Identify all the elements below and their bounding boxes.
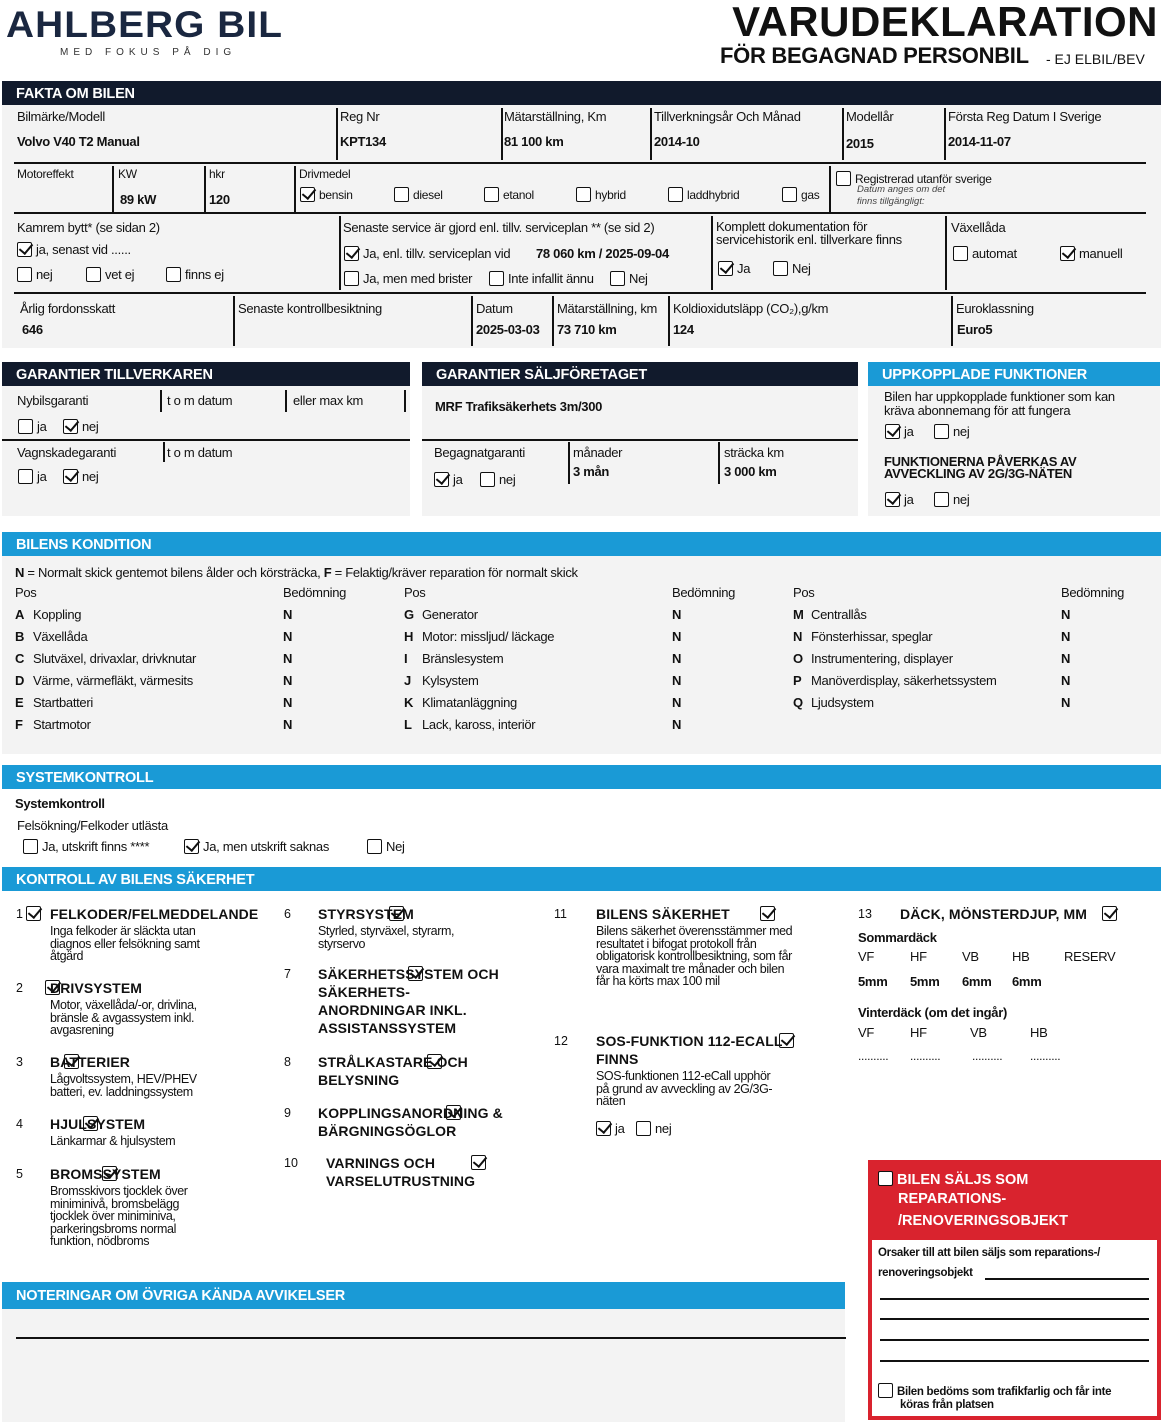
safety-item-title: HJULSYSTEM (50, 1116, 146, 1132)
condition-item: O Instrumentering, displayer (793, 651, 953, 666)
safety-item-title: SÄKERHETSSYSTEM OCH (318, 966, 499, 982)
summer-tyre-depth: 5mm (858, 974, 888, 989)
repair-reason-line-5[interactable] (880, 1360, 1149, 1362)
inspection-date-label: Datum (476, 301, 513, 316)
safety-item-title: DRIVSYSTEM (50, 980, 143, 996)
ecall-nej-checkbox[interactable] (636, 1121, 651, 1136)
fuel-checkbox-5[interactable] (782, 187, 797, 202)
winter-tyre-depth[interactable]: .......... (1030, 1049, 1061, 1063)
summer-tyre-col: HB (1012, 949, 1030, 964)
notes-line[interactable] (16, 1337, 846, 1339)
safety-item-number: 7 (284, 967, 291, 981)
summer-tyre-depth: 6mm (962, 974, 992, 989)
unsafe-text-2: köras från platsen (900, 1399, 994, 1411)
kamrem-none-option[interactable]: finns ej (166, 267, 224, 282)
brand-model-value: Volvo V40 T2 Manual (17, 134, 140, 149)
safety-item-title: VARNINGS OCH (326, 1155, 436, 1171)
summer-tyre-depth: 6mm (1012, 974, 1042, 989)
nybil-ja-option[interactable]: ja (18, 419, 47, 434)
condition-item: Q Ljudsystem (793, 695, 874, 710)
page-subtitle-note: - EJ ELBIL/BEV (1046, 51, 1145, 67)
section-header-noteringar: NOTERINGAR OM ÖVRIGA KÄNDA AVVIKELSER (2, 1282, 845, 1309)
first-reg-value: 2014-11-07 (948, 134, 1011, 149)
service-notdue-option[interactable]: Inte infallit ännu (489, 271, 594, 286)
winter-tyre-col: VB (970, 1025, 987, 1040)
repair-checkbox[interactable] (878, 1171, 893, 1186)
condition-rating: N (1061, 673, 1071, 688)
safety-item-title: KOPPLINGSANORDNING & (318, 1105, 503, 1121)
gear-auto-option[interactable]: automat (953, 246, 1017, 261)
condition-item: N Fönsterhissar, speglar (793, 629, 933, 644)
repair-option[interactable]: BILEN SÄLJS SOM (878, 1170, 1028, 1192)
fuel-checkbox-2[interactable] (484, 187, 499, 202)
euro-label: Euroklassning (956, 301, 1034, 316)
ecall-nej-option[interactable]: nej (636, 1121, 671, 1136)
condition-pos-header: Pos (793, 585, 815, 600)
section-header-uppkopplade: UPPKOPPLADE FUNKTIONER (868, 362, 1160, 386)
condition-item: C Slutväxel, drivaxlar, drivknutar (15, 651, 197, 666)
kamrem-no-checkbox[interactable] (17, 267, 32, 282)
kw-label: KW (118, 167, 137, 181)
condition-rating: N (1061, 651, 1071, 666)
fault-opt1[interactable]: Ja, utskrift finns **** (23, 839, 149, 854)
safety-item-title: SOS-FUNKTION 112-ECALL (596, 1033, 783, 1049)
km-label: sträcka km (724, 445, 784, 460)
reg-abroad-option[interactable]: Registrerad utanför sverige (836, 171, 992, 186)
nybil-tom-label: t o m datum (167, 393, 233, 408)
safety-item-title: FINNS (596, 1051, 639, 1067)
condition-rating: N (283, 695, 293, 710)
safety-item-checkbox[interactable] (760, 906, 775, 921)
summer-tyre-depth: 5mm (910, 974, 940, 989)
reg-label: Reg Nr (340, 109, 380, 124)
condition-item: K Klimatanläggning (404, 695, 517, 710)
kamrem-yes-checkbox[interactable] (17, 242, 32, 257)
fault-opt3-checkbox[interactable] (367, 839, 382, 854)
beg-nej-checkbox[interactable] (480, 472, 495, 487)
km-value: 3 000 km (724, 464, 777, 479)
hk-label: hkr (209, 167, 225, 181)
section-header-systemkontroll: SYSTEMKONTROLL (2, 765, 1161, 789)
safety-item-title: SÄKERHETS- (318, 984, 411, 1000)
condition-item: M Centrallås (793, 607, 867, 622)
safety-item-description: Inga felkoder är släckta utan diagnos eller felsökning samt åtgärd (50, 924, 200, 963)
vagnskada-label: Vagnskadegaranti (17, 445, 117, 460)
tax-label: Årlig fordonsskatt (20, 301, 116, 316)
service-yes-value: 78 060 km / 2025-09-04 (536, 246, 669, 261)
safety-item-title: STYRSYSTEM (318, 906, 414, 922)
brand-tagline: MED FOKUS PÅ DIG (60, 47, 237, 58)
reg-abroad-checkbox[interactable] (836, 171, 851, 186)
service-no-option[interactable]: Nej (610, 271, 648, 286)
kamrem-unknown-option[interactable]: vet ej (86, 267, 134, 282)
condition-rating: N (1061, 607, 1071, 622)
systemkontroll-subheading: Systemkontroll (15, 796, 105, 811)
months-value: 3 mån (573, 464, 610, 479)
safety-item-description: Länkarmar & hjulsystem (50, 1134, 176, 1148)
fuel-checkbox-4[interactable] (668, 187, 683, 202)
safety-item-description: Bilens säkerhet överensstämmer med resultatet i bifogat protokoll från obligatorisk kontrollbesiktning, som får vara maximalt tre månader och bilen får ha körts max 100 mil (596, 924, 793, 988)
summer-tyres-label: Sommardäck (858, 930, 937, 945)
service-notdue-checkbox[interactable] (489, 271, 504, 286)
safety-item-description: Lågvoltssystem, HEV/PHEV batteri, ev. laddningssystem (50, 1072, 197, 1099)
condition-rating: N (672, 629, 682, 644)
repair-reason-line-4[interactable] (880, 1339, 1149, 1341)
doc-no-checkbox[interactable] (773, 261, 788, 276)
fuel-options (300, 187, 830, 207)
safety-item-title: FELKODER/FELMEDDELANDE (50, 906, 259, 922)
nybil-nej-checkbox[interactable] (63, 419, 78, 434)
fuel-option-5[interactable]: gas (782, 187, 819, 202)
winter-tyre-depth[interactable]: .......... (858, 1049, 889, 1063)
section-header-sakerhet: KONTROLL AV BILENS SÄKERHET (2, 867, 1161, 891)
service-yes-option[interactable]: Ja, enl. tillv. serviceplan vid (344, 246, 510, 261)
safety-item-number: 10 (284, 1156, 298, 1170)
safety-item-number: 9 (284, 1106, 291, 1120)
condition-rating: N (1061, 695, 1071, 710)
condition-rating: N (672, 695, 682, 710)
doc-label: Komplett dokumentation för (716, 219, 868, 234)
connected-nej-checkbox[interactable] (934, 424, 949, 439)
condition-legend: N = Normalt skick gentemot bilens ålder och körsträcka, F = Felaktig/kräver reparation för normalt skick (15, 565, 578, 580)
section-header-garantier-tillverkaren: GARANTIER TILLVERKAREN (2, 362, 410, 386)
condition-rating-header: Bedömning (1061, 585, 1125, 600)
fault-opt3[interactable]: Nej (367, 839, 405, 854)
condition-item: I Bränslesystem (404, 651, 504, 666)
euro-value: Euro5 (957, 322, 993, 337)
condition-rating-header: Bedömning (283, 585, 347, 600)
condition-rating: N (672, 651, 682, 666)
condition-rating: N (283, 651, 293, 666)
network-ja-option[interactable]: ja (885, 492, 914, 507)
model-year-label: Modellår (846, 109, 894, 124)
inspection-label: Senaste kontrollbesiktning (238, 301, 382, 316)
gear-label: Växellåda (951, 220, 1006, 235)
condition-rating: N (672, 673, 682, 688)
doc-label-2: servicehistorik enl. tillverkare finns (716, 232, 902, 247)
winter-tyre-depth[interactable]: .......... (910, 1049, 941, 1063)
network-nej-checkbox[interactable] (934, 492, 949, 507)
repair-title-2: REPARATIONS- (898, 1191, 1007, 1207)
safety-item-description: Styrled, styrväxel, styrarm, styrservo (318, 924, 455, 951)
safety-item-number: 13 (858, 907, 872, 921)
service-label: Senaste service är gjord enl. tillv. serviceplan ** (se sid 2) (343, 220, 655, 235)
beg-ja-option[interactable]: ja (434, 472, 463, 487)
safety-item-number: 12 (554, 1034, 568, 1048)
connected-ja-checkbox[interactable] (885, 424, 900, 439)
repair-title-3: /RENOVERINGSOBJEKT (898, 1213, 1068, 1229)
motor-label: Motoreffekt (17, 167, 74, 181)
service-defects-checkbox[interactable] (344, 271, 359, 286)
nybil-ja-checkbox[interactable] (18, 419, 33, 434)
vagnskada-nej-checkbox[interactable] (63, 469, 78, 484)
condition-item: B Växellåda (15, 629, 88, 644)
safety-item-checkbox[interactable] (26, 906, 41, 921)
nybil-maxkm-label: eller max km (293, 393, 364, 408)
condition-item: L Lack, kaross, interiör (404, 717, 536, 732)
fuel-label: Drivmedel (299, 167, 351, 181)
condition-item: F Startmotor (15, 717, 91, 732)
condition-pos-header: Pos (404, 585, 426, 600)
co2-label: Koldioxidutsläpp (CO₂),g/km (673, 301, 829, 316)
kamrem-none-checkbox[interactable] (166, 267, 181, 282)
doc-yes-checkbox[interactable] (718, 261, 733, 276)
service-yes-checkbox[interactable] (344, 246, 359, 261)
repair-reason-label: Orsaker till att bilen säljs som reparations-/ (878, 1247, 1101, 1259)
safety-item-checkbox[interactable] (471, 1155, 486, 1170)
safety-item-title: ASSISTANSSYSTEM (318, 1020, 457, 1036)
inspection-odo-label: Mätarställning, km (557, 301, 658, 316)
condition-pos-header: Pos (15, 585, 37, 600)
reserve-tyre-col: RESERV (1064, 949, 1116, 964)
mfg-label: Tillverkningsår Och Månad (654, 109, 801, 124)
repair-reason-line-2[interactable] (880, 1298, 1149, 1300)
safety-item-title: BELYSNING (318, 1072, 400, 1088)
safety-item-number: 6 (284, 907, 291, 921)
first-reg-label: Första Reg Datum I Sverige (948, 109, 1102, 124)
summer-tyre-col: VB (962, 949, 979, 964)
fuel-checkbox-0[interactable] (300, 187, 315, 202)
safety-item-title: DÄCK, MÖNSTERDJUP, MM (900, 906, 1087, 922)
repair-reason-label-2: renoveringsobjekt (878, 1267, 973, 1279)
page-subtitle: FÖR BEGAGNAD PERSONBIL (720, 43, 1029, 68)
condition-item: G Generator (404, 607, 478, 622)
page-title: VARUDEKLARATION (732, 0, 1158, 45)
safety-item-title: BATTERIER (50, 1054, 130, 1070)
gear-auto-checkbox[interactable] (953, 246, 968, 261)
months-label: månader (573, 445, 623, 460)
inspection-odo-value: 73 710 km (557, 322, 617, 337)
kamrem-yes-option[interactable]: ja, senast vid ...... (17, 242, 131, 257)
model-year-value: 2015 (846, 136, 874, 151)
reg-abroad-note-2: finns tillgängligt: (857, 196, 925, 207)
doc-no-option[interactable]: Nej (773, 261, 811, 276)
doc-yes-option[interactable]: Ja (718, 261, 750, 276)
safety-item-number: 5 (16, 1167, 23, 1181)
network-shutdown-heading-2: AVVECKLING AV 2G/3G-NÄTEN (884, 466, 1073, 481)
condition-item: P Manöverdisplay, säkerhetssystem (793, 673, 997, 688)
safety-item-description: Bromsskivors tjocklek över miniminivå, bromsbelägg tjocklek över miniminiva, parkeringsbroms normal funktion, nödbroms (50, 1184, 188, 1248)
co2-value: 124 (673, 322, 694, 337)
safety-item-checkbox[interactable] (1102, 906, 1117, 921)
beg-label: Begagnatgaranti (434, 445, 525, 460)
condition-item: J Kylsystem (404, 673, 479, 688)
condition-rating: N (672, 607, 682, 622)
kamrem-label: Kamrem bytt* (se sidan 2) (17, 220, 160, 235)
repair-reason-line[interactable] (985, 1278, 1149, 1280)
condition-item: D Värme, värmefläkt, värmesits (15, 673, 193, 688)
safety-item-title: VARSELUTRUSTNING (326, 1173, 476, 1189)
brand-model-label: Bilmärke/Modell (17, 109, 105, 124)
unsafe-option[interactable]: Bilen bedöms som trafikfarlig och får inte (878, 1383, 1111, 1398)
summer-tyre-col: HF (910, 949, 927, 964)
nybil-nej-option[interactable]: nej (63, 419, 98, 434)
fault-opt2[interactable]: Ja, men utskrift saknas (184, 839, 329, 854)
safety-item-title: BÄRGNINGSÖGLOR (318, 1123, 457, 1139)
connected-text: Bilen har uppkopplade funktioner som kan (884, 389, 1115, 404)
reg-value: KPT134 (340, 134, 386, 149)
winter-tyre-col: HB (1030, 1025, 1048, 1040)
safety-item-description: Motor, växellåda/-or, drivlina, bränsle & avgassystem inkl. avgasrening (50, 998, 197, 1037)
safety-item-title: ANORDNINGAR INKL. (318, 1002, 467, 1018)
vagnskada-ja-option[interactable]: ja (18, 469, 47, 484)
condition-item: E Startbatteri (15, 695, 93, 710)
vagnskada-nej-option[interactable]: nej (63, 469, 98, 484)
service-no-checkbox[interactable] (610, 271, 625, 286)
tax-value: 646 (22, 322, 43, 337)
fuel-option-3[interactable]: hybrid (576, 187, 626, 202)
kw-value: 89 kW (120, 192, 157, 207)
vagnskada-ja-checkbox[interactable] (18, 469, 33, 484)
condition-item: A Koppling (15, 607, 82, 622)
kamrem-unknown-checkbox[interactable] (86, 267, 101, 282)
gear-manual-checkbox[interactable] (1060, 246, 1075, 261)
condition-rating: N (1061, 629, 1071, 644)
safety-item-title: BROMSSYSTEM (50, 1166, 161, 1182)
condition-rating: N (283, 717, 293, 732)
condition-rating: N (283, 673, 293, 688)
fuel-checkbox-3[interactable] (576, 187, 591, 202)
gear-manual-option[interactable]: manuell (1060, 246, 1122, 261)
kamrem-no-option[interactable]: nej (17, 267, 52, 282)
inspection-date-value: 2025-03-03 (476, 322, 540, 337)
safety-item-number: 8 (284, 1055, 291, 1069)
service-defects-option[interactable]: Ja, men med brister (344, 271, 472, 286)
condition-rating: N (672, 717, 682, 732)
fault-opt1-checkbox[interactable] (23, 839, 38, 854)
condition-item: H Motor: missljud/ läckage (404, 629, 555, 644)
mrf-warranty: MRF Trafiksäkerhets 3m/300 (435, 399, 603, 414)
odometer-label: Mätarställning, Km (504, 109, 607, 124)
odometer-value: 81 100 km (504, 134, 564, 149)
network-nej-option[interactable]: nej (934, 492, 969, 507)
nybil-label: Nybilsgaranti (17, 393, 89, 408)
vagnskada-tom-label: t o m datum (167, 445, 233, 460)
fuel-checkbox-1[interactable] (394, 187, 409, 202)
fuel-option-0[interactable]: bensin (300, 187, 353, 202)
summer-tyre-col: VF (858, 949, 875, 964)
safety-item-number: 3 (16, 1055, 23, 1069)
unsafe-checkbox[interactable] (878, 1383, 893, 1398)
safety-item-number: 1 (16, 907, 23, 921)
fault-opt2-checkbox[interactable] (184, 839, 199, 854)
condition-rating: N (283, 629, 293, 644)
ecall-ja-checkbox[interactable] (596, 1121, 611, 1136)
winter-tyre-depth[interactable]: .......... (972, 1049, 1003, 1063)
ecall-ja-option[interactable]: ja (596, 1121, 625, 1136)
network-shutdown-heading: FUNKTIONERNA PÅVERKAS AV (884, 454, 1077, 469)
condition-rating: N (283, 607, 293, 622)
winter-tyre-col: HF (910, 1025, 927, 1040)
fuel-option-4[interactable]: laddhybrid (668, 187, 739, 202)
beg-nej-option[interactable]: nej (480, 472, 515, 487)
section-header-fakta: FAKTA OM BILEN (2, 81, 1161, 105)
section-header-kondition: BILENS KONDITION (2, 532, 1161, 556)
hk-value: 120 (209, 192, 230, 207)
brand-logo: AHLBERG BIL (6, 4, 284, 45)
network-ja-checkbox[interactable] (885, 492, 900, 507)
fuel-option-1[interactable]: diesel (394, 187, 443, 202)
winter-tyres-label: Vinterdäck (om det ingår) (858, 1005, 1008, 1020)
connected-text-2: kräva abonnemang för att fungera (884, 403, 1071, 418)
reg-abroad-note: Datum anges om det (857, 184, 946, 195)
condition-table (0, 586, 1170, 746)
safety-item-description: SOS-funktionen 112-eCall upphör på grund av avveckling av 2G/3G-näten (596, 1069, 773, 1108)
safety-item-title: BILENS SÄKERHET (596, 906, 730, 922)
winter-tyre-col: VF (858, 1025, 875, 1040)
connected-nej-option[interactable]: nej (934, 424, 969, 439)
safety-item-title: STRÅLKASTARE OCH (318, 1054, 468, 1070)
safety-item-number: 11 (554, 907, 567, 921)
fault-codes-label: Felsökning/Felkoder utlästa (17, 818, 168, 833)
safety-item-number: 4 (16, 1117, 23, 1131)
safety-item-number: 2 (16, 981, 23, 995)
repair-reason-line-3[interactable] (880, 1318, 1149, 1320)
fuel-option-2[interactable]: etanol (484, 187, 534, 202)
beg-ja-checkbox[interactable] (434, 472, 449, 487)
section-header-garantier-salj: GARANTIER SÄLJFÖRETAGET (422, 362, 858, 386)
connected-ja-option[interactable]: ja (885, 424, 914, 439)
mfg-value: 2014-10 (654, 134, 700, 149)
condition-rating-header: Bedömning (672, 585, 736, 600)
